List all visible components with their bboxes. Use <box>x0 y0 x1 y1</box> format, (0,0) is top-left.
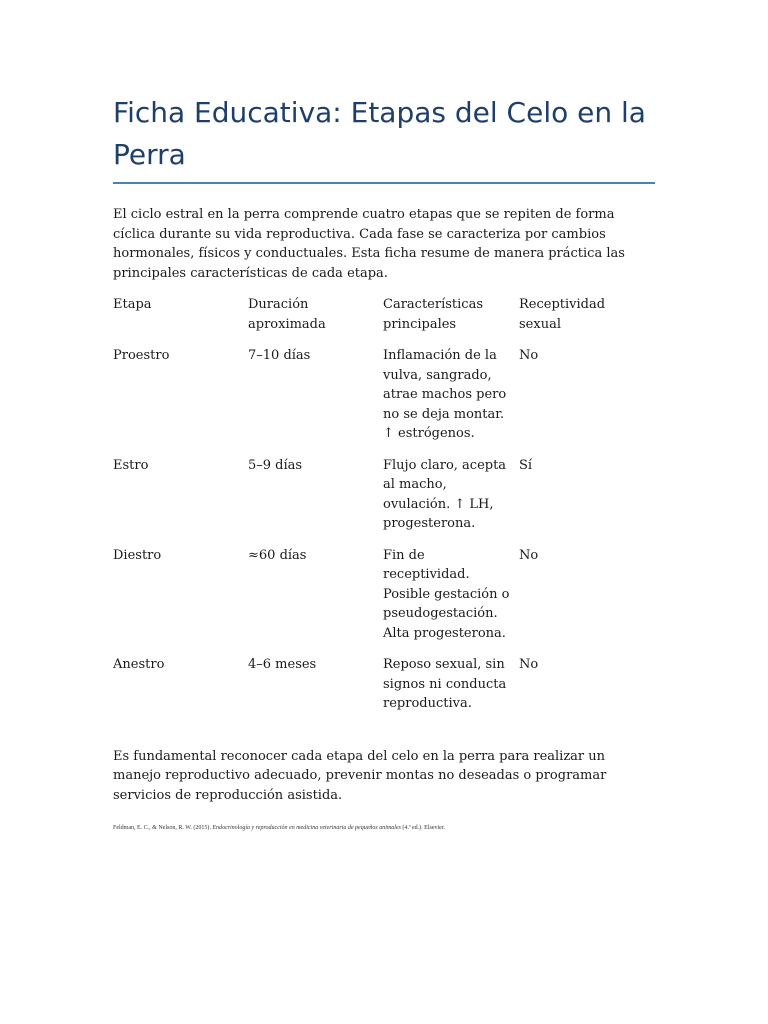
cell-stage: Anestro <box>113 657 165 672</box>
intro-paragraph: El ciclo estral en la perra comprende cuatro etapas que se repiten de forma cíclica durante su vida reproductiva. Cada fase se caracteriza por cambios hormonales, físicos y conductuales. Esta ficha resume de manera práctica las principales características de cada etapa. <box>113 207 625 281</box>
reference-edition: (4.ª ed.). Elsevier. <box>400 825 446 831</box>
table-header-row <box>113 295 655 346</box>
header-characteristics: Características principales <box>383 297 483 332</box>
reference-citation <box>113 824 655 833</box>
cell-characteristics: Inflamación de la vulva, sangrado, atrae machos pero no se deja montar. ↑ estrógenos. <box>383 348 507 441</box>
reference-authors: Feldman, E. C., & Nelson, R. W. (2015). <box>113 825 213 831</box>
cell-stage: Proestro <box>113 348 170 363</box>
cell-receptivity: No <box>519 657 539 672</box>
cell-characteristics: Fin de receptividad. Posible gestación o pseudogestación. Alta progesterona. <box>383 547 510 641</box>
conclusion-paragraph: Es fundamental reconocer cada etapa del celo en la perra para realizar un manejo reproductivo adecuado, prevenir montas no deseadas o programar servicios de reproducción asistida. <box>113 748 607 803</box>
cell-duration: 7–10 días <box>248 348 311 363</box>
cell-duration: 5–9 días <box>248 457 303 473</box>
header-stage: Etapa <box>113 297 152 312</box>
cell-characteristics: Flujo claro, acepta al macho, ovulación. ↑ LH, progesterona. <box>383 457 507 531</box>
cell-characteristics: Reposo sexual, sin signos ni conducta reproductiva. <box>383 657 507 711</box>
table-row <box>113 346 655 456</box>
reference-book-title: Endocrinología y reproducción en medicina veterinaria de pequeños animales <box>212 825 401 831</box>
table-row <box>113 655 655 726</box>
document-page <box>113 92 655 833</box>
header-duration: Duración aproximada <box>248 297 326 332</box>
stages-table <box>113 295 655 726</box>
cell-receptivity: Sí <box>519 457 533 473</box>
page-title: Ficha Educativa: Etapas del Celo en la Perra <box>113 92 655 184</box>
cell-receptivity: No <box>519 547 539 563</box>
cell-duration: ≈60 días <box>248 547 307 563</box>
cell-stage: Estro <box>113 457 149 473</box>
table-row <box>113 456 655 546</box>
table-row <box>113 546 655 656</box>
cell-duration: 4–6 meses <box>248 657 317 672</box>
cell-stage: Diestro <box>113 547 162 563</box>
header-receptivity: Receptividad sexual <box>519 297 606 332</box>
cell-receptivity: No <box>519 348 539 363</box>
